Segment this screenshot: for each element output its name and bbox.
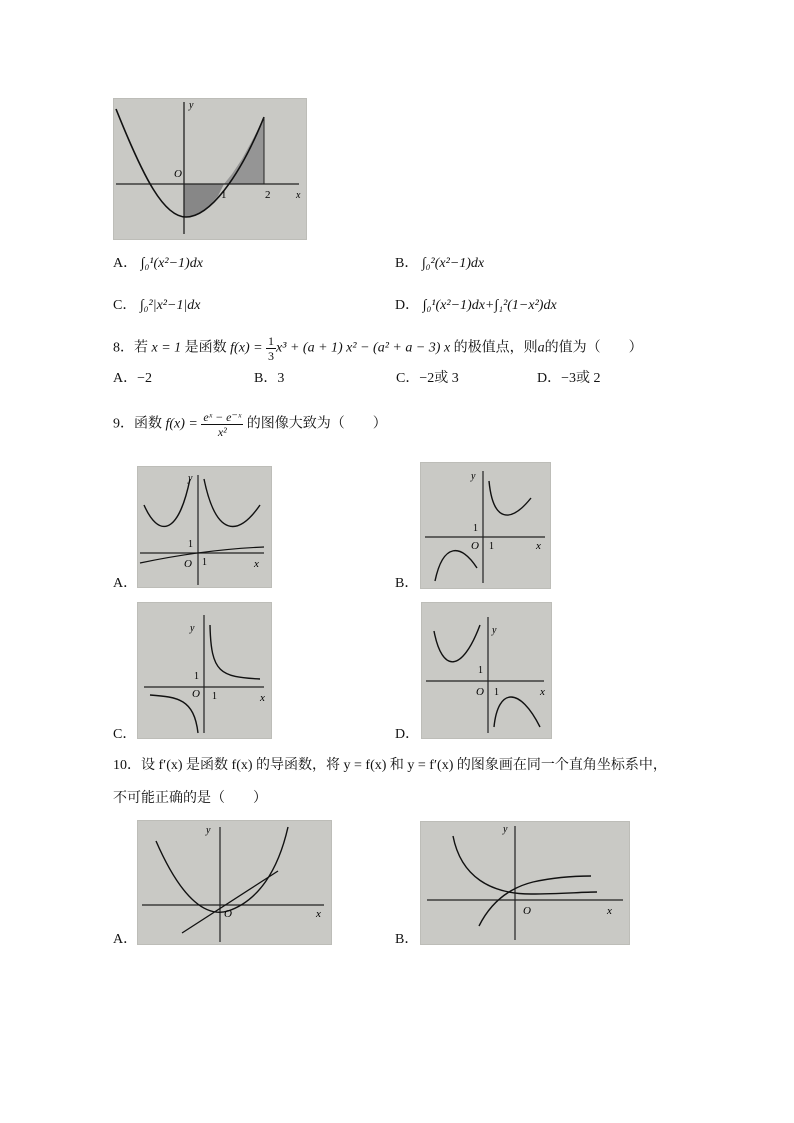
q7-option-b[interactable] (395, 252, 484, 276)
q8-text-1: 若 (134, 340, 148, 356)
q8-option-d-text: −3或 2 (561, 371, 601, 386)
q9-frac-den: x² (217, 425, 227, 439)
q9-option-a-label[interactable]: A． (113, 576, 138, 591)
q8-option-c-label: C． (396, 371, 420, 386)
q9d-one-y: 1 (478, 665, 483, 676)
q10b-increasing-curve (479, 876, 591, 926)
q10b-decreasing-curve (453, 836, 597, 894)
q10a-x-label: x (316, 908, 321, 920)
q8-text-4: 的值为（ ） (544, 340, 643, 356)
q9-option-d-label[interactable]: D． (395, 727, 420, 742)
q8-text-2: 是函数 (184, 340, 227, 356)
q9b-one-y: 1 (473, 523, 478, 534)
q10-stem-line1 (113, 754, 667, 778)
q8-option-b[interactable] (254, 367, 284, 391)
q8-number: 8． (113, 340, 134, 356)
q8-option-c[interactable] (396, 367, 459, 391)
q9a-one-y: 1 (188, 539, 193, 550)
q10b-origin: O (523, 905, 531, 917)
q8-condition: x = 1 (151, 340, 182, 356)
q7-option-d-label: D． (395, 298, 420, 313)
q10b-y-label: y (503, 824, 508, 835)
q9c-y-label: y (190, 623, 195, 634)
q9b-x-label: x (536, 540, 541, 552)
q9d-one-x: 1 (494, 687, 499, 698)
q10a-y-label: y (206, 825, 211, 836)
q9b-one-x: 1 (489, 541, 494, 552)
q10a-origin: O (224, 908, 232, 920)
q7-origin-label: O (174, 168, 182, 180)
q9c-curve-right (210, 625, 260, 679)
q8-frac-den: 3 (268, 349, 275, 363)
q9a-one-x: 1 (202, 557, 207, 568)
q7-figure (113, 98, 307, 240)
q8-func: f(x) = (230, 340, 267, 356)
q9-option-c-label[interactable]: C． (113, 727, 137, 742)
q7-shaded-region-1 (184, 184, 224, 217)
q7-option-c-label: C． (113, 298, 137, 313)
q8-var: a (537, 340, 545, 356)
q10-text-2: 不可能正确的是（ ） (113, 791, 267, 806)
q10-stem-line2 (113, 787, 267, 811)
q8-option-c-text: −2或 3 (419, 371, 459, 386)
q9a-curve-left (144, 479, 190, 526)
q7-graph (114, 99, 306, 239)
q9a-x-label: x (254, 558, 259, 570)
q7-tick-1: 1 (221, 189, 227, 201)
q9b-origin: O (471, 540, 479, 552)
q8-option-d[interactable] (537, 367, 601, 391)
q9c-curve-left (150, 695, 198, 733)
q10a-parabola (156, 827, 288, 912)
q7-option-b-text: ∫₀²(x²−1)dx (421, 256, 485, 271)
q7-x-label: x (296, 190, 301, 201)
q10b-x-label: x (607, 905, 612, 917)
q9-option-b-label[interactable]: B． (395, 576, 419, 591)
q8-fraction (266, 334, 276, 363)
q9d-origin: O (476, 686, 484, 698)
q8-option-a-label: A． (113, 371, 138, 386)
q10-text-1: 设 f′(x) 是函数 f(x) 的导函数，将 y = f(x) 和 y = f′(x) 的图象画在同一个直角坐标系中， (141, 758, 667, 773)
q9c-x-label: x (260, 692, 265, 704)
q9-func: f(x) = (165, 416, 202, 432)
q9a-y-label: y (188, 473, 193, 484)
q7-tick-2: 2 (265, 189, 271, 201)
q8-option-b-text: 3 (277, 371, 285, 386)
q7-y-label: y (189, 100, 194, 111)
q9c-one-y: 1 (194, 671, 199, 682)
q9d-y-label: y (492, 625, 497, 636)
q9-text-1: 函数 (134, 416, 162, 432)
q8-expression: x³ + (a + 1) x² − (a² + a − 3) x (276, 340, 451, 356)
q8-option-a-text: −2 (137, 371, 153, 386)
q10-option-b-label[interactable]: B． (395, 932, 419, 947)
q8-option-b-label: B． (254, 371, 278, 386)
q9a-curve-right (204, 479, 260, 526)
q8-option-a[interactable] (113, 367, 152, 391)
q7-option-d-text: ∫₀¹(x²−1)dx+∫₁²(1−x²)dx (422, 298, 557, 313)
q7-option-d[interactable] (395, 294, 557, 318)
q10-graph-a (137, 820, 332, 945)
q9d-x-label: x (540, 686, 545, 698)
q9-graph-a (137, 466, 272, 588)
q9b-y-label: y (471, 471, 476, 482)
q7-option-a-text: ∫₀¹(x²−1)dx (140, 256, 203, 271)
q9-graph-b (420, 462, 551, 589)
q9b-curve-left (435, 551, 477, 581)
q8-stem (113, 334, 643, 363)
q10-number: 10． (113, 758, 141, 773)
q9a-origin: O (184, 558, 192, 570)
q9-frac-num: eˣ − e⁻ˣ (203, 410, 242, 424)
q7-option-c-text: ∫₀²|x²−1|dx (139, 298, 201, 313)
q7-option-c[interactable] (113, 294, 201, 318)
q8-frac-num: 1 (268, 334, 275, 348)
q9d-curve-right (494, 697, 540, 727)
q7-option-a[interactable] (113, 252, 203, 276)
q9-number: 9． (113, 416, 134, 432)
q9-graph-c (137, 602, 272, 739)
q7-shaded-region-2 (224, 117, 264, 184)
q9d-curve-left (434, 625, 480, 662)
q10-graph-b (420, 821, 630, 945)
q9c-one-x: 1 (212, 691, 217, 702)
q10-option-a-label[interactable]: A． (113, 932, 138, 947)
q7-option-b-label: B． (395, 256, 419, 271)
q7-option-a-label: A． (113, 256, 138, 271)
q9-graph-d (421, 602, 552, 739)
q8-option-d-label: D． (537, 371, 562, 386)
q10a-line (182, 871, 278, 933)
q9-stem (113, 410, 387, 439)
q9-text-2: 的图像大致为（ ） (246, 416, 387, 432)
q8-text-3: 的极值点，则 (453, 340, 538, 356)
q9b-curve-right (489, 481, 531, 515)
q9-fraction (201, 410, 243, 439)
q9c-origin: O (192, 688, 200, 700)
